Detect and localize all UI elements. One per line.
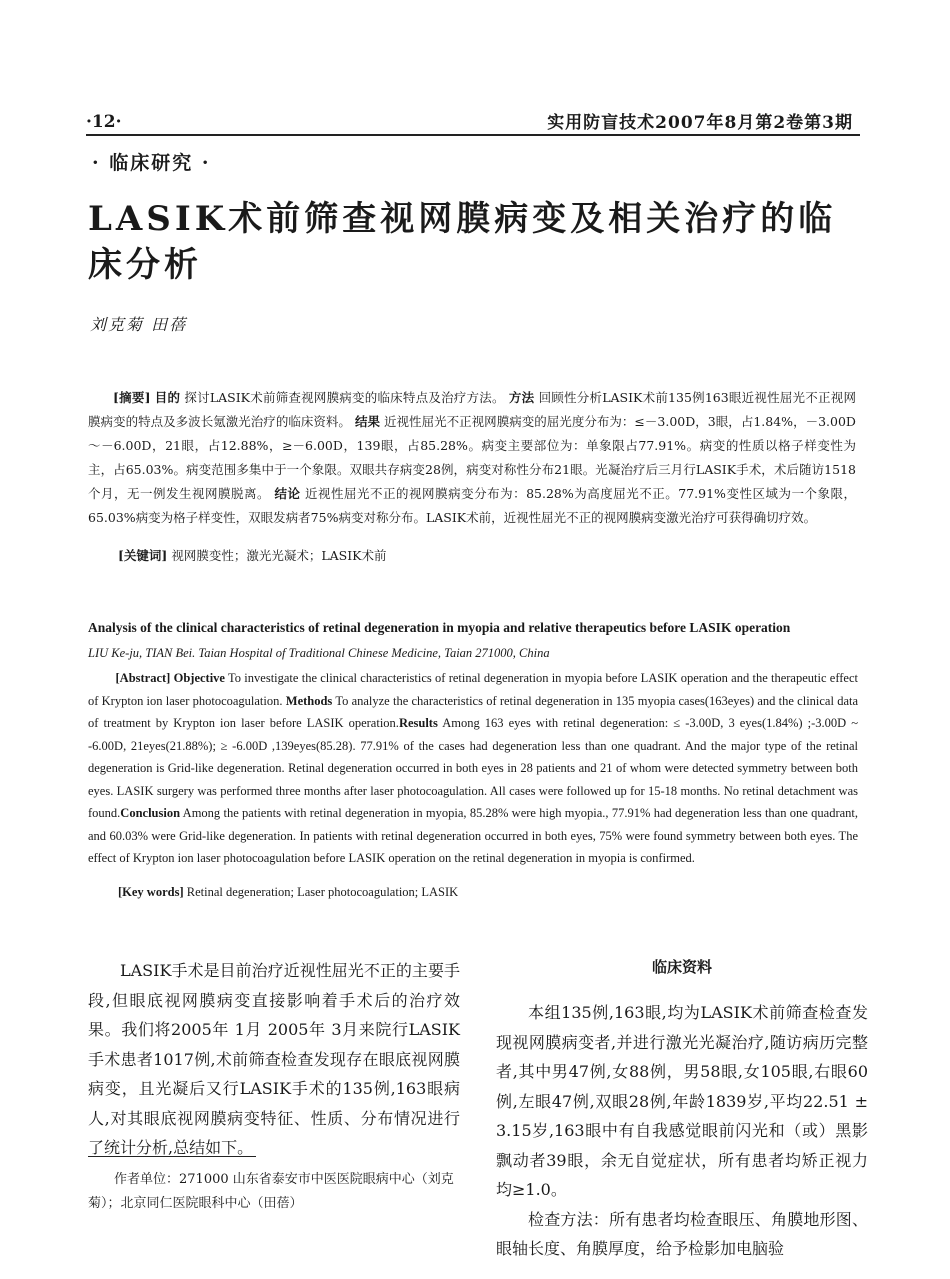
- clinical-data-column: [496, 998, 868, 1264]
- header-divider: [86, 134, 860, 136]
- objective-label: 目的: [154, 390, 181, 405]
- en-conclusion-label: Conclusion: [120, 806, 181, 820]
- en-conclusion-text: Among the patients with retinal degeneration in myopia, 85.28% were high myopia., 77.91% had degeneration less than one quadrant, and 60.03% were Grid-like degeneration. In patients with retinal degeneration occurred in both eyes, 75% were found symmetry between both eyes. The effect of Krypton ion laser photocoagulation before LASIK operation on the retinal degeneration in myopia is confirmed.: [88, 806, 859, 865]
- examination-methods-paragraph: 检查方法：所有患者均检查眼压、角膜地形图、眼轴长度、角膜厚度，给予检影加电脑验: [496, 1209, 868, 1258]
- keywords-text: 视网膜变性；激光光凝术；LASIK术前: [171, 548, 387, 563]
- keywords-chinese: [118, 546, 387, 564]
- methods-label: 方法: [508, 390, 535, 405]
- section-heading-clinical-data: 临床资料: [651, 958, 712, 976]
- keywords-english: [118, 885, 458, 900]
- intro-paragraph: LASIK手术是目前治疗近视性屈光不正的主要手段,但眼底视网膜病变直接影响着手术后的治疗效果。我们将2005年 1月 2005年 3月来院行LASIK手术患者1017例,术前筛查检查发现存在眼底视网膜病变，且光凝后又行LASIK手术的135例,163眼病人,对其眼底视网膜病变特征、性质、分布情况进行了统计分析,总结如下。: [88, 961, 460, 1157]
- clinical-data-paragraph: 本组135例,163眼,均为LASIK术前筛查检查发现视网膜病变者,并进行激光光凝治疗,随访病历完整者,其中男47例,女88例，男58眼,女105眼,右眼60例,左眼47例,双眼28例,年龄1839岁,平均22.51 ± 3.15岁,163眼中有自我感觉眼前闪光和（或）黑影飘动者39眼，余无自觉症状，所有患者均矫正视力均≥1.0。: [496, 1003, 868, 1199]
- conclusion-text: 近视性屈光不正的视网膜病变分布为：85.28%为高度屈光不正。77.91%变性区域为一个象限，65.03%病变为格子样变性，双眼发病者75%病变对称分布。LASIK术前，近视性屈光不正的视网膜病变激光治疗可获得确切疗效。: [88, 486, 856, 525]
- en-results-text: Among 163 eyes with retinal degeneration: ≤ -3.00D, 3 eyes(1.84%) ;-3.00D ~ -6.00D, 21eyes(21.88%); ≥ -6.00D ,139eyes(85.28). 77.91% of the cases had degeneration less than one quadrant. And the major type of the retinal degeneration is Grid-like degeneration. Retinal degeneration occurred in both eyes in 28 patients and 21 of whom were detected symmetry between both eyes. LASIK surgery was performed three months after laser photocoagulation. All cases were followed up for 15-18 months. No retinal detachment was found.: [88, 716, 859, 820]
- footnote-divider: [88, 1156, 256, 1157]
- objective-text: 探讨LASIK术前筛查视网膜病变的临床特点及治疗方法。: [184, 390, 505, 405]
- en-results-label: Results: [398, 716, 438, 730]
- en-methods-label: Methods: [285, 693, 333, 708]
- en-keywords-label: [Key words]: [118, 885, 184, 899]
- en-methods-text: To analyze the characteristics of retinal degeneration in 135 myopia cases(163eyes) and the clinical data of treatment by Krypton ion laser before LASIK operation.: [88, 693, 859, 730]
- abstract-label: [摘要]: [113, 390, 151, 405]
- article-title: LASIK术前筛查视网膜病变及相关治疗的临床分析: [88, 199, 837, 285]
- en-abstract-label: [Abstract]: [115, 671, 171, 685]
- english-authors: LIU Ke-ju, TIAN Bei. Taian Hospital of Traditional Chinese Medicine, Taian 271000, China: [88, 646, 550, 660]
- author-affiliation-footnote: 作者单位：271000 山东省泰安市中医医院眼病中心（刘克菊）；北京同仁医院眼科中心（田蓓）: [88, 1172, 454, 1211]
- author-names: 刘克菊 田蓓: [90, 315, 188, 334]
- results-text: 近视性屈光不正视网膜病变的屈光度分布为：≤－3.00D，3眼，占1.84%，－3.00D～－6.00D，21眼，占12.88%，≥－6.00D，139眼，占85.28%。病变主要部位为：单象限占77.91%。病变的性质以格子样变性为主，占65.03%。病变范围多集中于一个象限。双眼共存病变28例，病变对称性分布21眼。光凝治疗后三月行LASIK手术，术后随访1518个月，无一例发生视网膜脱离。: [88, 414, 856, 501]
- abstract-chinese: [88, 386, 856, 530]
- en-objective-label: Objective: [173, 671, 225, 685]
- abstract-english: [88, 667, 858, 870]
- en-objective-text: To investigate the clinical characteristics of retinal degeneration in myopia before LASIK operation and the therapeutic effect of Krypton ion laser photocoagulation.: [88, 671, 858, 708]
- keywords-label: [关键词]: [118, 548, 168, 563]
- english-title: Analysis of the clinical characteristics of retinal degeneration in myopia and relative therapeutics before LASIK operation: [88, 620, 791, 635]
- conclusion-label: 结论: [274, 486, 301, 501]
- en-keywords-text: Retinal degeneration; Laser photocoagulation; LASIK: [186, 885, 459, 899]
- page-number: ·12·: [86, 112, 122, 132]
- journal-title: 实用防盲技术2007年8月第2卷第3期: [547, 113, 853, 133]
- section-label: · 临床研究 ·: [92, 152, 211, 174]
- results-label: 结果: [354, 414, 380, 429]
- methods-text: 回顾性分析LASIK术前135例163眼近视性屈光不正视网膜病变的特点及多波长氪激光治疗的临床资料。: [88, 390, 856, 429]
